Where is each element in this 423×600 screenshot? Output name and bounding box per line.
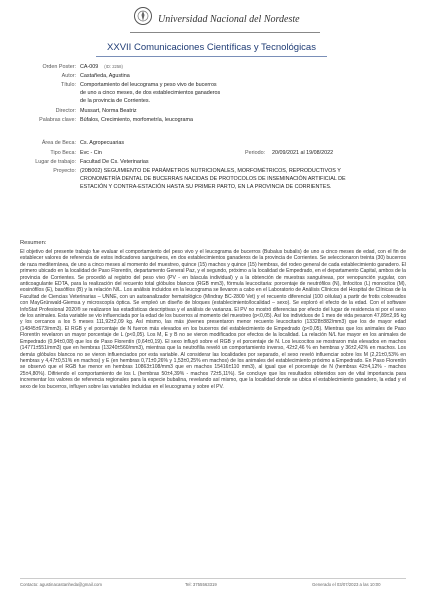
director-label: Director: bbox=[55, 108, 76, 114]
proyecto-label: Proyecto: bbox=[53, 168, 76, 174]
periodo-label: Periodo: bbox=[245, 150, 266, 156]
orden-label: Orden Poster: bbox=[42, 64, 76, 70]
proyecto-line-2: CRONOMETRÍA DENTAL DE BUCERRAS NACIDAS DE PROTOCOLOS DE INSEMINACIÓN ARTIFICIAL DE bbox=[80, 176, 346, 182]
lugar-value: Facultad De Cs. Veterinarias bbox=[80, 159, 149, 165]
header-divider bbox=[130, 32, 320, 33]
director-value: Mussart, Norma Beatriz bbox=[80, 108, 137, 114]
autor-label: Autor: bbox=[61, 73, 76, 79]
footer-generated: Generado el 03/07/2023 a las 10:00 bbox=[312, 582, 381, 587]
resumen-label: Resumen: bbox=[20, 240, 47, 246]
proyecto-line-1: (20B002) SEGUIMIENTO DE PARÁMETROS NUTRICIONALES, MORFOMÉTRICOS, REPRODUCTIVOS Y bbox=[80, 168, 341, 174]
orden-value: CA-009 bbox=[80, 64, 99, 70]
congress-divider bbox=[96, 56, 327, 57]
area-label: Área de Beca: bbox=[41, 140, 76, 146]
resumen-text: El objetivo del presente trabajo fue evaluar el comportamiento del peso vivo y el leucograma de bucerros (Bubalus bubalis) de uno a cinco meses de edad, con el fin de establecer valores de referencia de estos indicadores sanguíneos, en dos establecimientos ganaderos de la provincia de Corrientes. Se seleccionaron treinta (30) bucerros de raza mediterránea, de uno a cinco meses al momento del muestreo, quince (15) machos y quince (15) hembras, del rodeo general de cada establecimiento ganadero. El primero ubicado en la localidad de Paso Florentín, departamento General Paz, y el segundo, próximo a la localidad de Empedrado, en el departamento Capital, ambos de la provincia de Corrientes. Se procedió al registro del peso vivo (PV - en báscula individual) y a la obtención de muestras sanguíneas, por venopunción yugular, con anticoagulante EDTA, para la realización del recuento total glóbulos blancos (RGB mm3), fórmula leucocitaria: porcentaje de neutrófilos (N), linfocitos (L) monocitos (M), eosinófilos (E), basófilos (B) y la relación N/L. Los análisis incluidos en la leucograma se llevaron a cabo en el Laboratorio de Análisis Clínicos del Hospital de Clínicas de la Facultad de Ciencias Veterinarias – UNNE, con un autoanalizador hematológico (Mindray BC-2800 Vet) y el recuento diferencial (100 células) a partir de frotis coloreados con MayGrünwald-Giemsa y microscopía óptica. Se empleó un diseño de bloques (establecimiento/localidad – sexo). Se exploró el efecto de la edad. Con el software InfoStat Profesional 2020® se realizaron las estadísticas descriptivas y el análisis de varianza. El PV no mostró diferencias por efecto del lugar de residencia ni por el sexo de los animales. Esta variable se vio influenciada por la edad de los bucerros al momento del muestreo (p<0,05). Así los individuos de 1 mes de vida pesaron 47,89±2,95 kg y los cercanos a los 5 meses 111,92±2,09 kg. Así mismo, las más jóvenes presentaron menor recuento leucocitario (13328±882/mm3) que los de mayor edad (14845±673/mm3). El RGB y el porcentaje de N fueron más elevados en los bucerros del establecimiento de Empedrado (p<0,05). Mientras que los animales de Paso Florentín revelaron un mayor porcentaje de L (p<0,05). Los M, E y B no se vieron modificados por efectos de la localidad. La relación N/L fue mayor en los animales de Empedrado (0,94±0,08) que los de Paso Florentín (0,64±0,19). El sexo influyó sobre el RGB y el porcentaje de N. Los leucocitos se mostraron más elevados en machos (14771±551/mm3) que en hembras (13240±560/mm3), mientras que la neutrofilia reveló un comportamiento inverso, 42±2,46 % en hembras y 36±2,42% en machos. Los demás glóbulos blancos no se vieron influenciados por esta variable. Al considerar las localidades por separado, el sexo reveló influenciar sobre los M (2,21±0,53% en hembras y 4,47±0,51% en machos) y E (en hembras 0,71±0,26% y 1,53±0,25% en machos) de los animales del establecimiento próximo a Empedrado. En Paso Florentín se observó que el RGB fue menor en hembras 10863±108/mm3 que en machos 15416±110 mm3), al igual que el porcentaje de N (hembras 42±4,12% - machos 25±4,80%). Difiriendo el comportamiento de los L (hembras 50±4,39% - machos 72±5,11%). Se concluye que los resultados obtenidos son de vital importancia para incrementar los valores de referencia regionales para la especie bubalina, revelando así mismo, que la localidad donde se ubica el establecimiento ganadero, la edad y el sexo de los bucerros, influyen sobre las variables incluidas en el leucograma y sobre el PV. bbox=[20, 249, 406, 390]
titulo-line-3: de la provincia de Corrientes. bbox=[80, 98, 151, 104]
orden-id: (ID: 2258) bbox=[104, 64, 123, 69]
palabras-value: Búfalos, Crecimiento, morfometría, leucograma bbox=[80, 117, 193, 123]
tipo-value: Evc - Cin bbox=[80, 150, 102, 156]
autor-value: Castañeda, Agustina bbox=[80, 73, 130, 79]
footer-phone: Tel: 3755563319 bbox=[185, 582, 217, 587]
palabras-label: Palabras clave: bbox=[39, 117, 76, 123]
header bbox=[0, 0, 423, 60]
titulo-line-1: Comportamiento del leucograma y peso vivo de bucerros bbox=[80, 82, 217, 88]
titulo-line-2: de uno a cinco meses, de dos establecimientos ganaderos bbox=[80, 90, 221, 96]
congress-title: XXVII Comunicaciones Científicas y Tecnológicas bbox=[107, 42, 316, 53]
university-seal-icon bbox=[133, 6, 153, 26]
periodo-value: 20/09/2021 al 19/08/2022 bbox=[272, 150, 334, 156]
university-name: Universidad Nacional del Nordeste bbox=[158, 14, 300, 25]
footer-divider bbox=[20, 578, 406, 579]
titulo-label: Título: bbox=[61, 82, 76, 88]
area-value: Cs. Agropecuarias bbox=[80, 140, 125, 146]
lugar-label: Lugar de trabajo: bbox=[35, 159, 76, 165]
tipo-label: Tipo Beca: bbox=[50, 150, 76, 156]
proyecto-line-3: ESTACIÓN Y CONTRA-ESTACIÓN HASTA SU PRIMER PARTO, EN LA PROVINCIA DE CORRIENTES. bbox=[80, 184, 332, 190]
footer-contact: Contacto: agustinacastanheda@gmail.com bbox=[20, 582, 102, 587]
